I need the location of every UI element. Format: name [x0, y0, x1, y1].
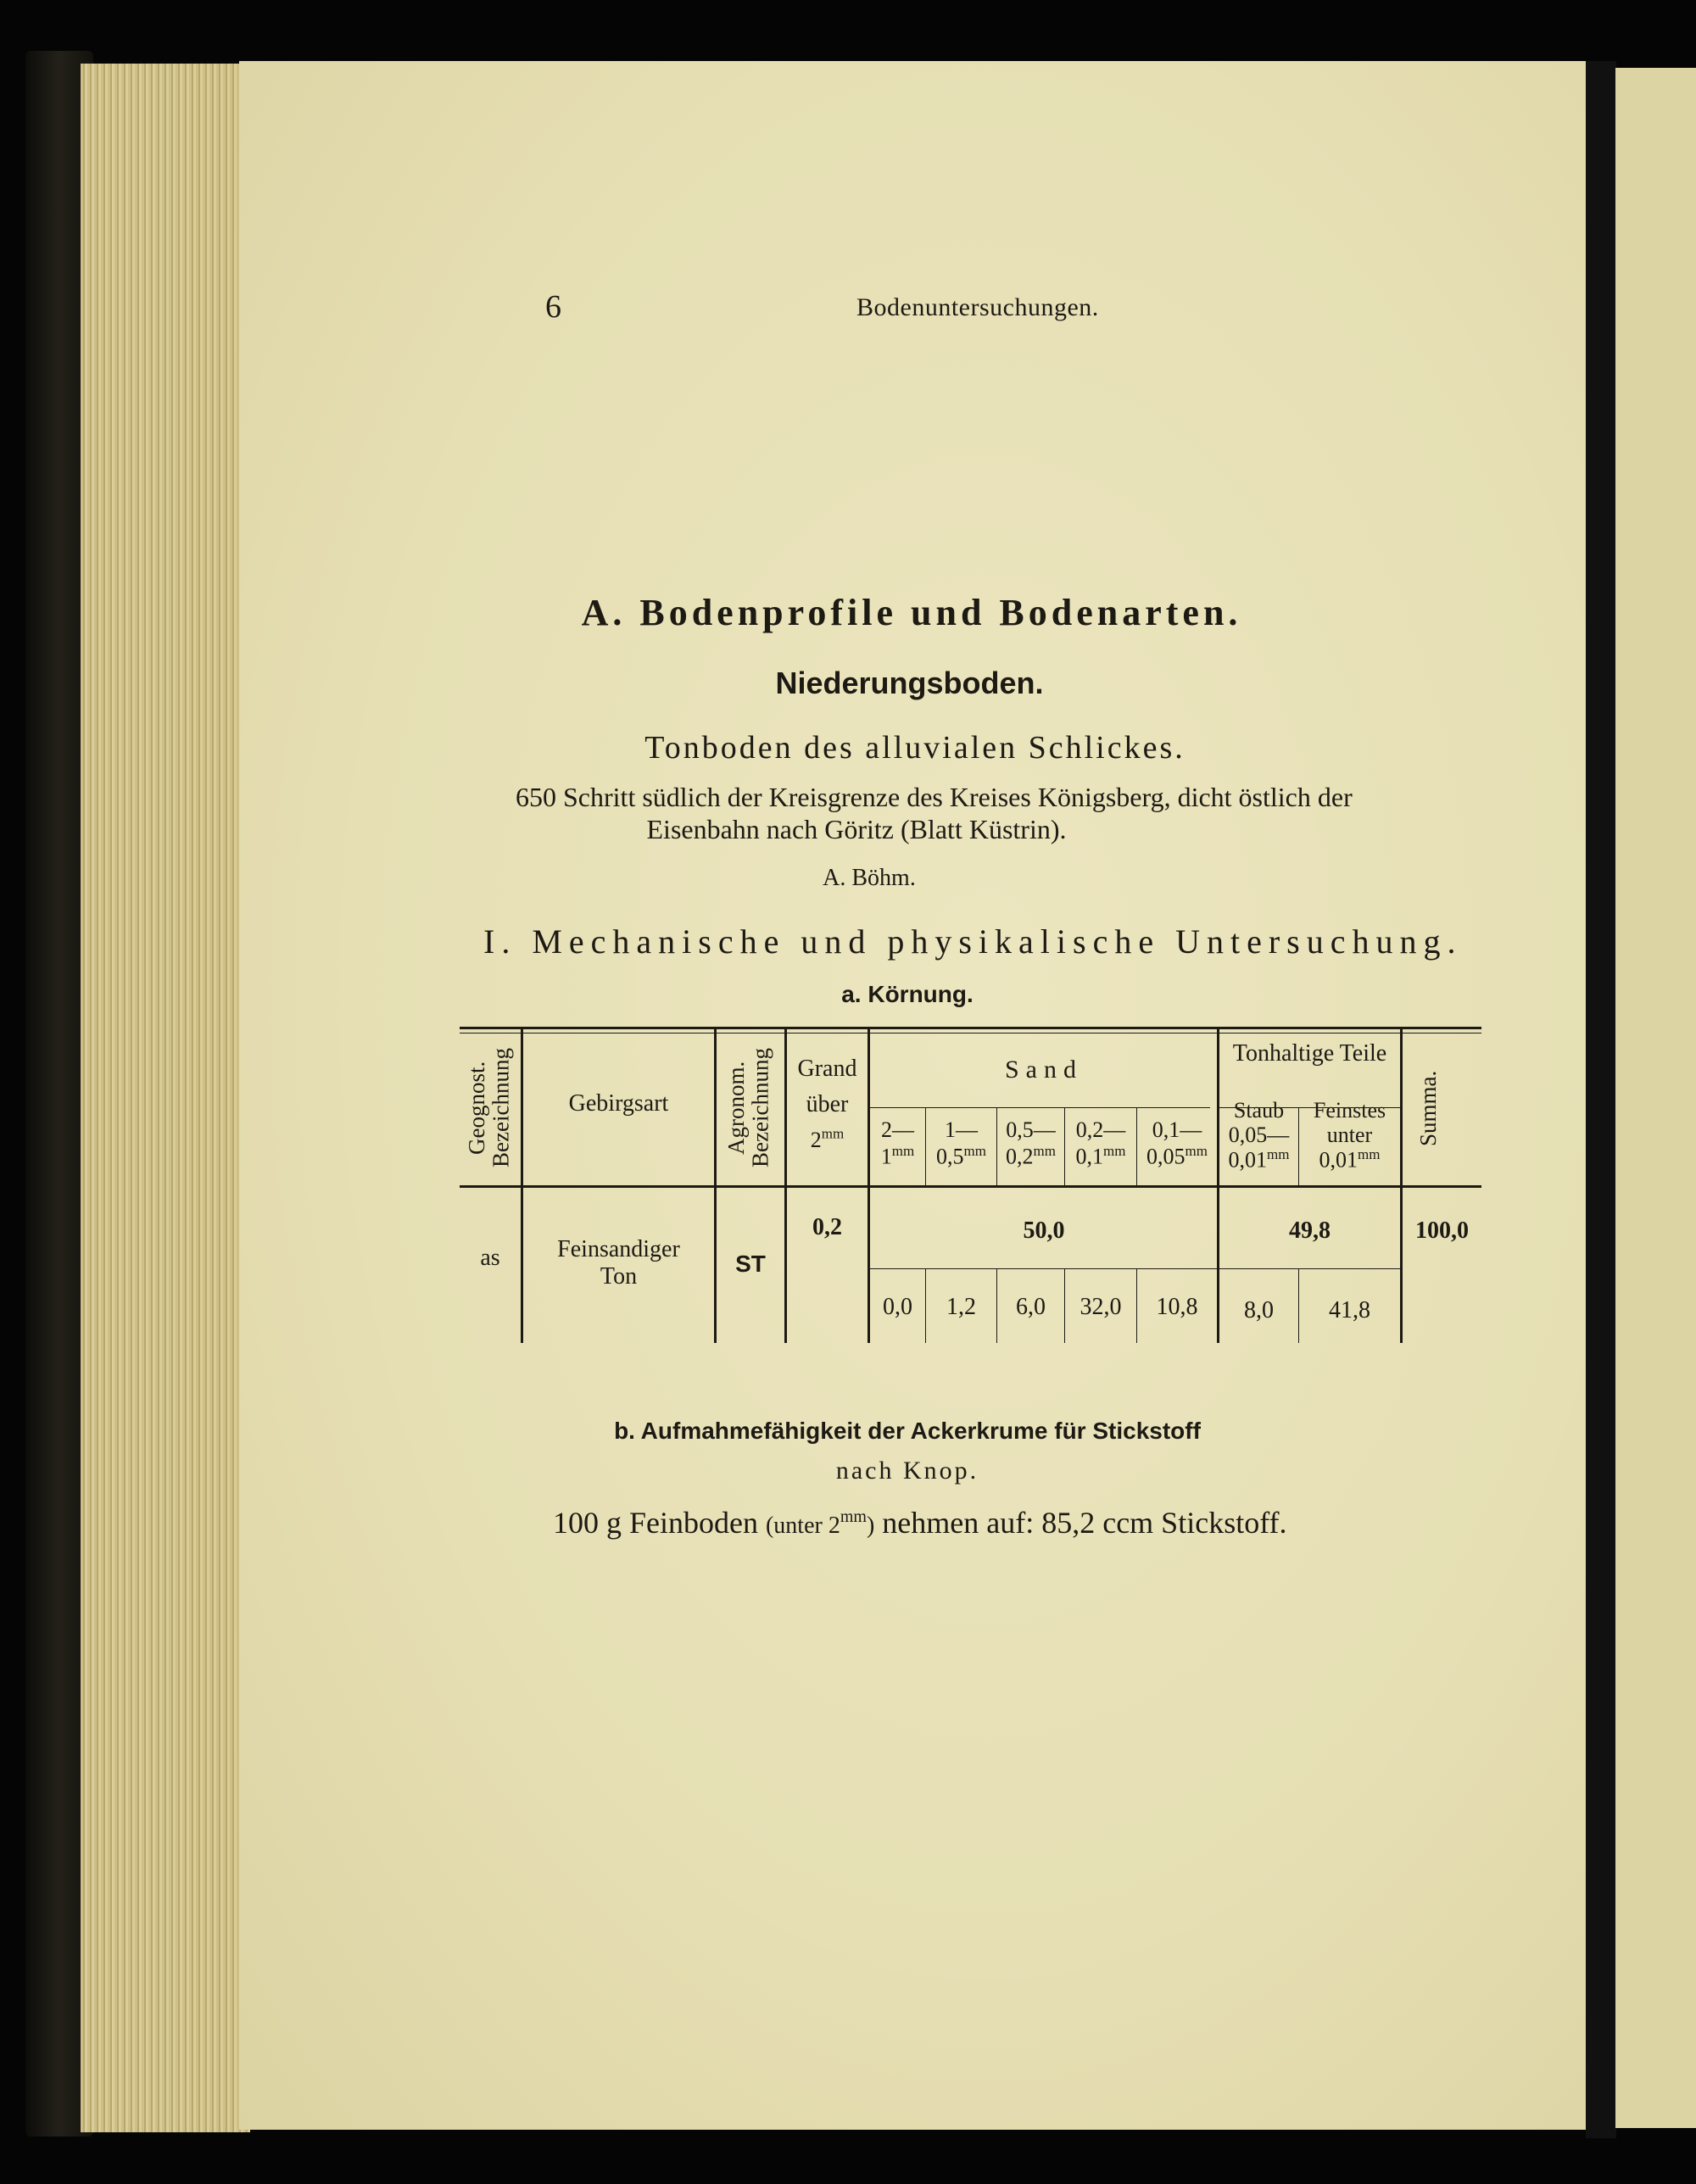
feinstes-header — [1299, 1099, 1400, 1173]
soil-title: Tonboden des alluvialen Schlickes. — [644, 730, 1186, 766]
header-tonhaltige: Tonhaltige Teile — [1232, 1040, 1387, 1067]
row-sand-total: 50,0 — [1023, 1217, 1065, 1244]
sand-subrule — [869, 1107, 1210, 1108]
row-sand-4: 32,0 — [1080, 1294, 1122, 1320]
header-sand: Sand — [1005, 1056, 1083, 1084]
sand-sub-4-a: 0,2— — [1075, 1117, 1126, 1142]
row-geognost: as — [480, 1245, 500, 1271]
sand-sub-5-a: 0,1— — [1152, 1117, 1202, 1142]
section-title: I. Mechanische und physikalische Untersuchung. — [483, 922, 1463, 961]
sand-sub-1 — [870, 1117, 925, 1169]
author: A. Böhm. — [823, 865, 916, 891]
row-gebirgsart — [523, 1236, 714, 1290]
row-staub: 8,0 — [1244, 1297, 1274, 1323]
header-grand-l3: 2 — [810, 1128, 822, 1152]
feinstes-l3: 0,01 — [1319, 1147, 1358, 1173]
vrule-2 — [714, 1029, 717, 1343]
header-gebirgsart: Gebirgsart — [568, 1090, 669, 1117]
row-subrule-ton — [1219, 1268, 1402, 1269]
book-page — [239, 61, 1594, 2130]
sand-sub-2-a: 1— — [945, 1117, 978, 1142]
row-subrule-sand — [869, 1268, 1219, 1269]
page-number: 6 — [545, 289, 561, 325]
location-line-1: 650 Schritt südlich der Kreisgrenze des Kreises Königsberg, dicht östlich der — [516, 782, 1353, 812]
page-edges — [81, 64, 250, 2132]
row-agronom: ST — [735, 1251, 766, 1277]
row-grand: 0,2 — [812, 1214, 842, 1240]
table-rule-header — [460, 1185, 1481, 1188]
sand-sub-2-b: 0,5 — [936, 1144, 964, 1169]
sand-sub-1-a: 2— — [881, 1117, 914, 1142]
row-sand-3: 6,0 — [1016, 1294, 1046, 1320]
header-grand-l2: über — [806, 1091, 849, 1117]
sand-sub-3-b: 0,2 — [1006, 1144, 1034, 1169]
page-heading: A. Bodenprofile und Bodenarten. — [581, 592, 1242, 633]
book-gutter — [1586, 61, 1616, 2138]
sand-sub-5 — [1137, 1117, 1217, 1169]
staub-l2: 0,05— — [1228, 1122, 1290, 1147]
staub-header — [1219, 1099, 1298, 1173]
feinstes-l1: Feinstes — [1313, 1098, 1386, 1123]
sand-sub-4 — [1065, 1117, 1136, 1169]
row-tonhaltige-total: 49,8 — [1289, 1217, 1331, 1244]
header-agronom: Agronom. Bezeichnung — [723, 1048, 773, 1168]
row-gebirgsart-l1: Feinsandiger — [557, 1236, 680, 1262]
header-geognost: Geognost. Bezeichnung — [464, 1048, 514, 1168]
location-line-2: Eisenbahn nach Göritz (Blatt Küstrin). — [646, 814, 1067, 844]
method: nach Knop. — [835, 1457, 979, 1485]
sand-sub-1-unit: mm — [891, 1142, 915, 1159]
adjacent-page — [1615, 68, 1696, 2128]
header-grand-l1: Grand — [797, 1056, 857, 1082]
row-feinstes: 41,8 — [1329, 1297, 1370, 1323]
running-head: Bodenuntersuchungen. — [856, 293, 1099, 321]
row-sand-2: 1,2 — [946, 1294, 976, 1320]
result-post: nehmen auf: 85,2 ccm Stickstoff. — [882, 1506, 1287, 1540]
staub-l3: 0,01 — [1228, 1147, 1268, 1173]
sand-sub-5-b: 0,05 — [1146, 1144, 1186, 1169]
sand-sub-4-b: 0,1 — [1075, 1144, 1104, 1169]
subsection-b: b. Aufmahmefähigkeit der Ackerkrume für Stickstoff — [614, 1418, 1201, 1444]
vrule-6 — [1400, 1029, 1403, 1343]
result-paren: (unter 2 — [765, 1513, 840, 1539]
sand-sub-3-a: 0,5— — [1006, 1117, 1056, 1142]
subsection-a: a. Körnung. — [841, 981, 974, 1007]
header-summa: Summa. — [1415, 1070, 1441, 1146]
result-line — [553, 1505, 1287, 1540]
sand-sub-4-unit: mm — [1103, 1142, 1126, 1159]
table-rule-top-thin — [460, 1033, 1481, 1034]
feinstes-unit: mm — [1358, 1146, 1381, 1163]
header-grand-unit: mm — [821, 1125, 845, 1142]
result-paren-close: ) — [866, 1513, 875, 1539]
subheading: Niederungsboden. — [775, 666, 1044, 700]
sand-sub-1-b: 1 — [880, 1144, 892, 1169]
table-rule-top — [460, 1027, 1481, 1029]
feinstes-l2: unter — [1326, 1122, 1373, 1147]
row-summa: 100,0 — [1415, 1217, 1469, 1244]
row-sand-1: 0,0 — [883, 1294, 912, 1320]
sand-sub-3-unit: mm — [1033, 1142, 1056, 1159]
sand-sub-2-unit: mm — [963, 1142, 986, 1159]
row-gebirgsart-l2: Ton — [600, 1263, 638, 1290]
header-grand — [787, 1051, 868, 1158]
result-pre: 100 g Feinboden — [553, 1506, 758, 1540]
staub-l1: Staub — [1233, 1098, 1285, 1123]
sand-sub-2 — [926, 1117, 996, 1169]
result-paren-unit: mm — [840, 1507, 867, 1526]
row-sand-5: 10,8 — [1156, 1294, 1198, 1320]
vrule-1 — [521, 1029, 523, 1343]
sand-sub-3 — [997, 1117, 1064, 1169]
sand-sub-5-unit: mm — [1185, 1142, 1208, 1159]
staub-unit: mm — [1267, 1146, 1290, 1163]
